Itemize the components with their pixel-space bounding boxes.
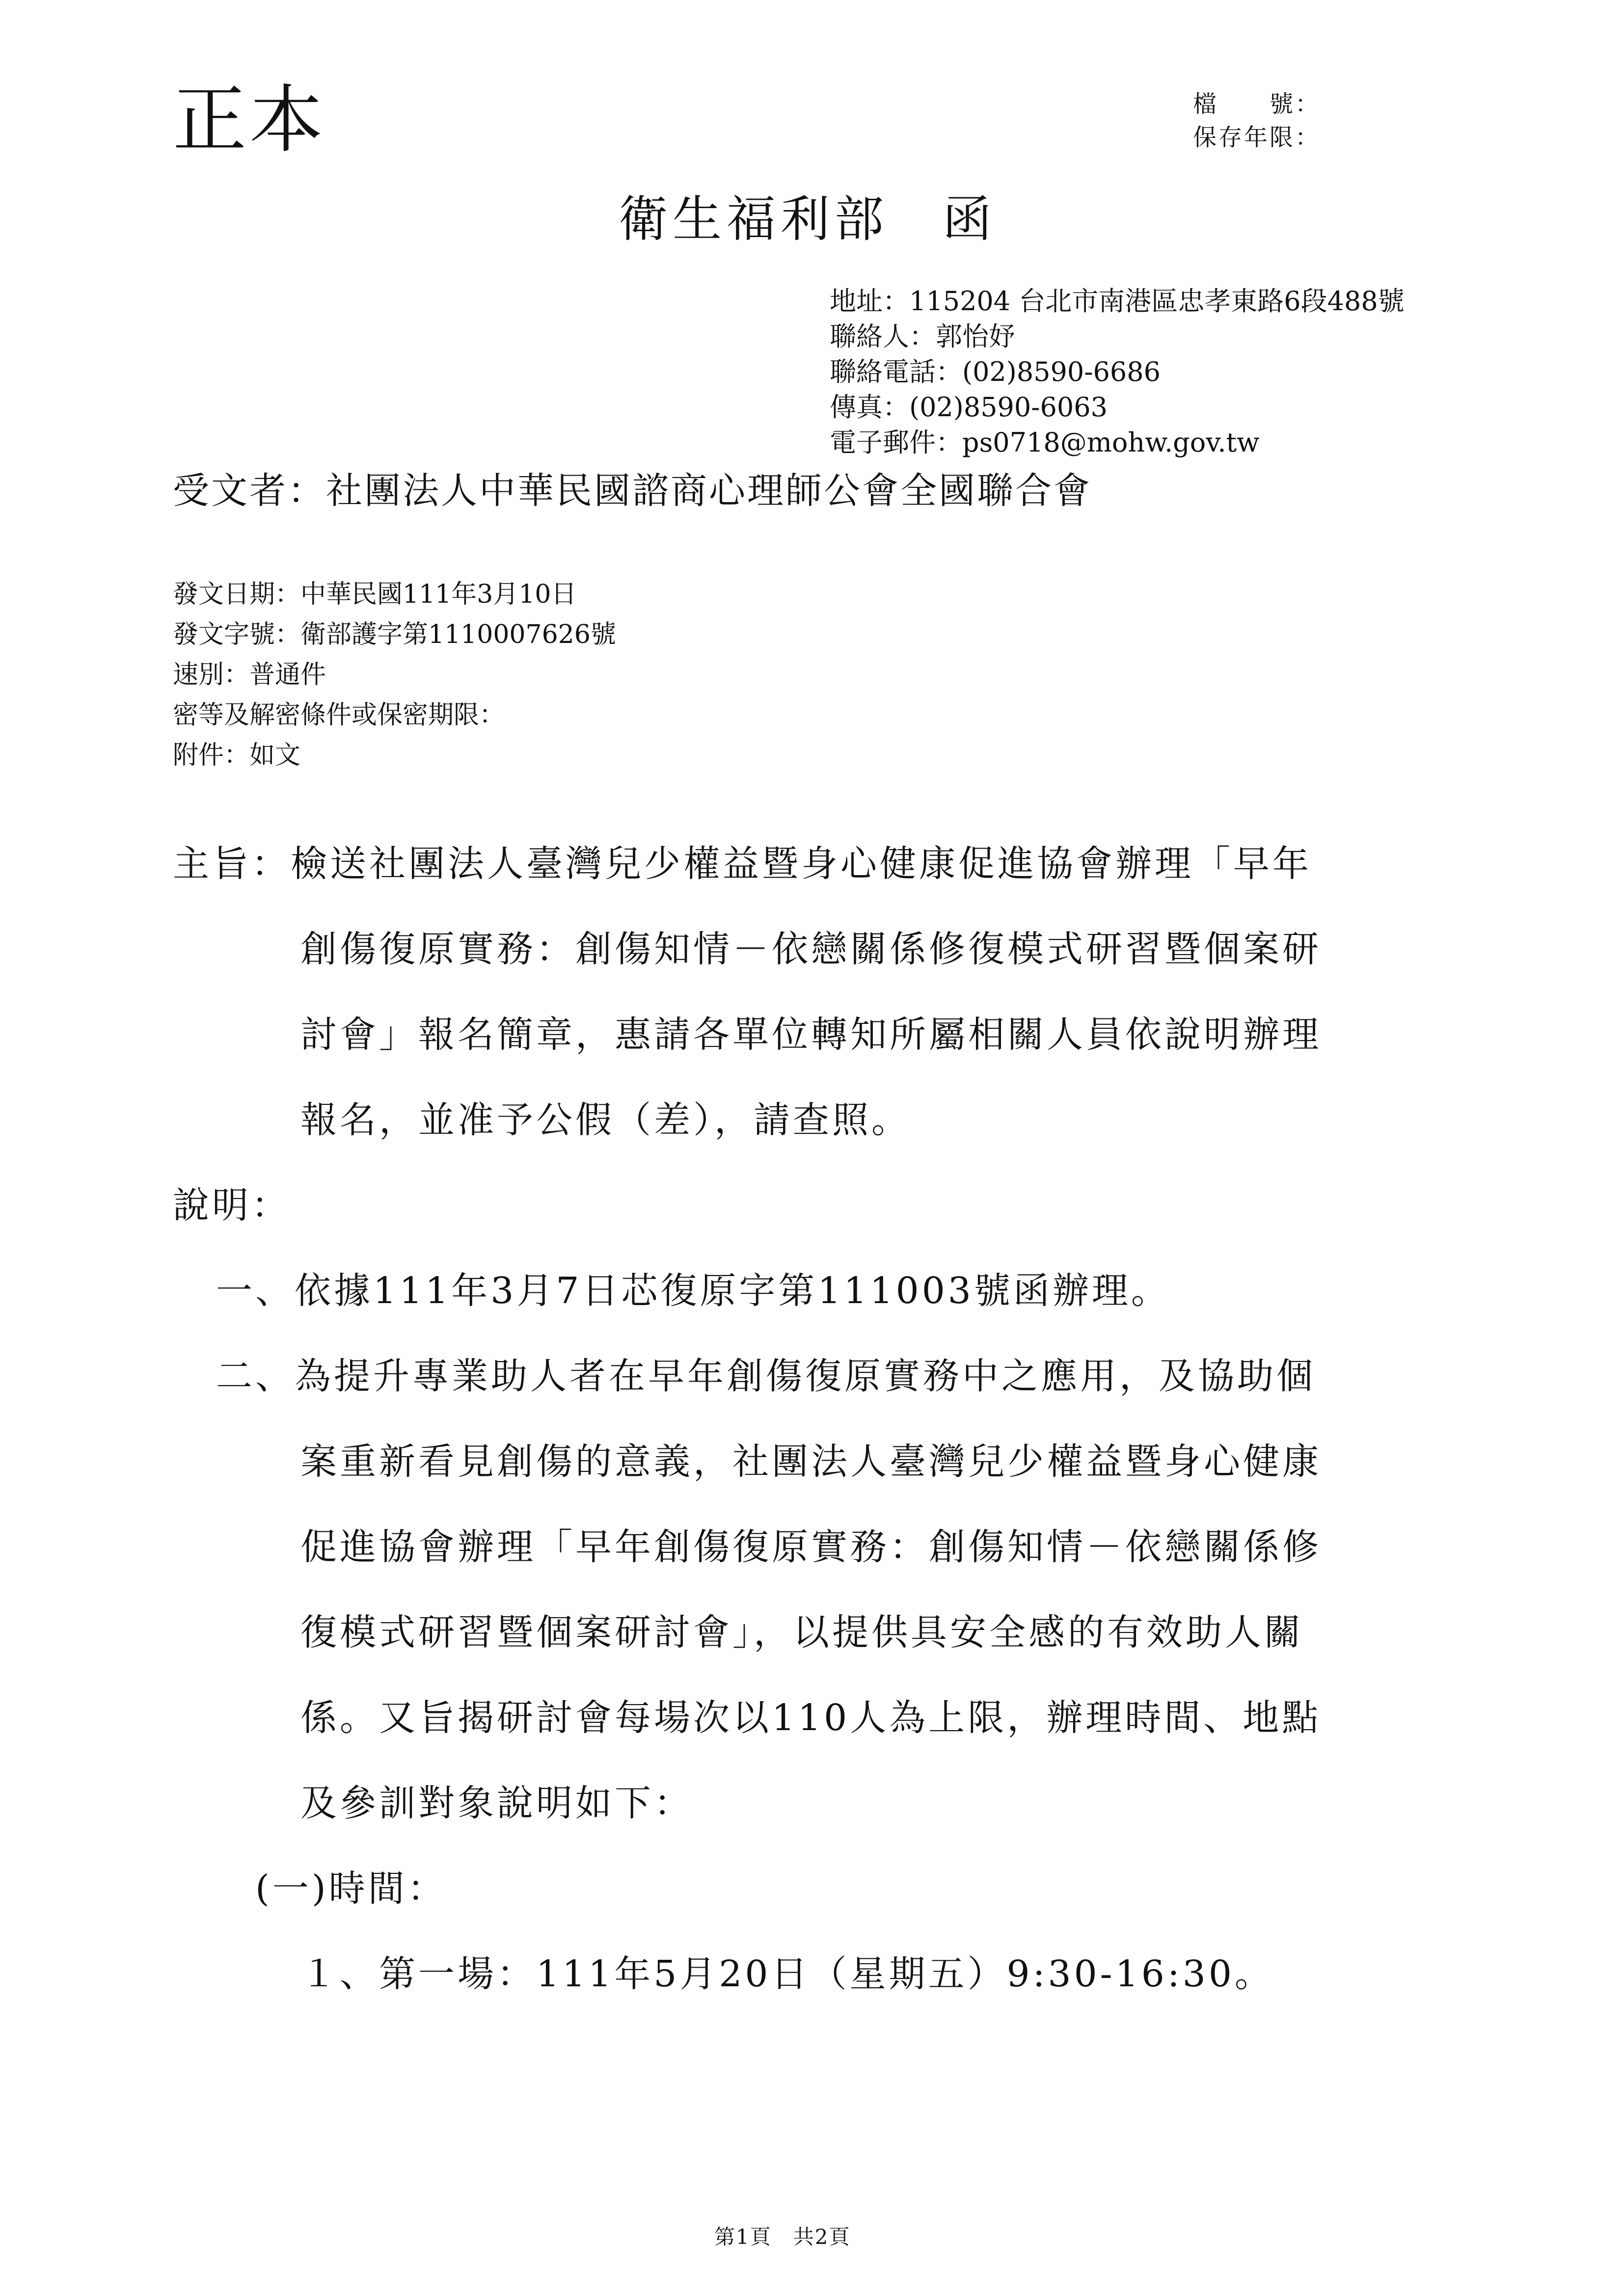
contact-address: 地址：115204 台北市南港區忠孝東路6段488號 (830, 286, 1405, 317)
file-meta (1193, 87, 1321, 154)
contact-fax: 傳真：(02)8590-6063 (830, 392, 1108, 423)
session-1: １、第一場：111年5月20日（星期五）9:30-16:30。 (300, 1953, 1274, 1995)
delivery-speed: 速別：普通件 (173, 660, 326, 690)
subject-line: 討會」報名簡章，惠請各單位轉知所屬相關人員依說明辦理 (300, 1014, 1322, 1056)
explanation-item-2-line: 二、為提升專業助人者在早年創傷復原實務中之應用，及協助個 (216, 1355, 1316, 1397)
recipient: 受文者：社團法人中華民國諮商心理師公會全國聯合會 (173, 470, 1092, 512)
explanation-item-2-line: 係。又旨揭研討會每場次以110人為上限，辦理時間、地點 (300, 1697, 1322, 1739)
explanation-item-2-line: 及參訓對象說明如下： (300, 1782, 693, 1824)
explanation-item-2-line: 案重新看見創傷的意義，社團法人臺灣兒少權益暨身心健康 (300, 1441, 1322, 1483)
issue-date: 發文日期：中華民國111年3月10日 (173, 580, 577, 609)
contact-block (830, 284, 1405, 460)
secrecy-level: 密等及解密條件或保密期限： (173, 700, 505, 730)
page-footer: 第1頁 共2頁 (714, 2225, 851, 2249)
document-number: 發文字號：衛部護字第1110007626號 (173, 620, 616, 649)
contact-phone: 聯絡電話：(02)8590-6686 (830, 356, 1161, 387)
contact-person: 聯絡人：郭怡妤 (830, 321, 1015, 352)
time-heading: (一)時間： (255, 1868, 447, 1910)
document-title: 衛生福利部 函 (619, 190, 997, 248)
file-number-label: 檔 號： (1193, 90, 1321, 118)
explanation-item-2-line: 促進協會辦理「早年創傷復原實務：創傷知情－依戀關係修 (300, 1526, 1322, 1568)
subject-line: 報名，並准予公假（差），請查照。 (300, 1099, 911, 1141)
attachment: 附件：如文 (173, 741, 301, 770)
subject-line: 主旨：檢送社團法人臺灣兒少權益暨身心健康促進協會辦理「早年 (173, 843, 1312, 885)
retention-period-label: 保存年限： (1193, 124, 1321, 151)
subject-line: 創傷復原實務：創傷知情－依戀關係修復模式研習暨個案研 (300, 928, 1322, 970)
original-copy-stamp: 正本 (173, 78, 326, 163)
explanation-heading: 說明： (173, 1184, 291, 1227)
document-info (173, 574, 616, 775)
contact-email: 電子郵件：ps0718@mohw.gov.tw (830, 427, 1260, 458)
explanation-item-2-line: 復模式研習暨個案研討會」，以提供具安全感的有效助人關 (300, 1611, 1303, 1654)
explanation-item-1: 一、依據111年3月7日芯復原字第111003號函辦理。 (216, 1270, 1170, 1312)
